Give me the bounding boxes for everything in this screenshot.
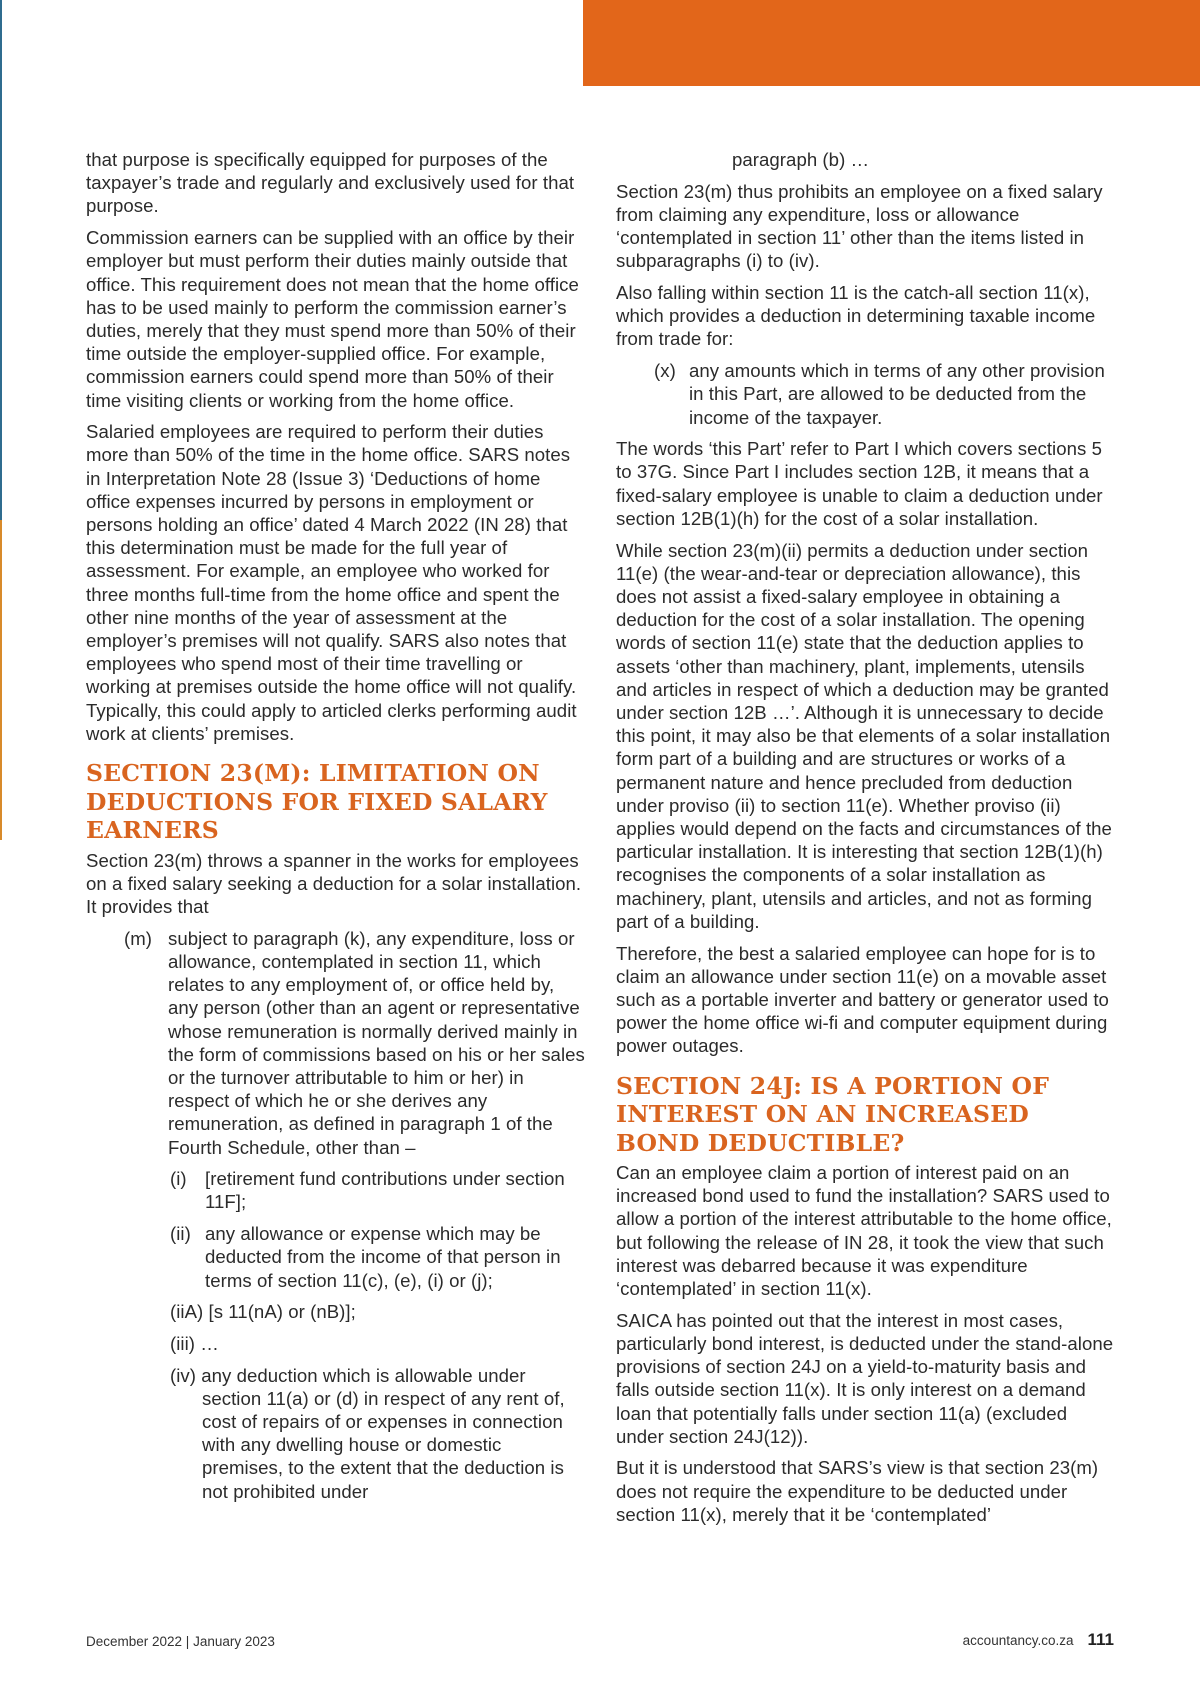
quoted-provision-x [654,359,1116,429]
paragraph: that purpose is specifically equipped for purposes of the taxpayer’s trade and regularly and exclusively used for that purpose. [86,149,575,217]
provision-text: subject to paragraph (k), any expenditure, loss or allowance, contemplated in section 11, which relates to any employment of, or office held by, any person (other than an agent or representative whose remuneration is normally derived mainly in the form of commissions based on his or her sales or the turnover attributable to him or her) in respect of which he or she derives any remuneration, as defined in paragraph 1 of the Fourth Schedule, other than – [168,927,585,1158]
left-column [86,148,586,1511]
footer-right [963,1630,1114,1650]
right-column [616,148,1116,1535]
quoted-provision-m [124,927,586,1159]
paragraph: Section 23(m) thus prohibits an employee on a fixed salary from claiming any expenditure, loss or allowance ‘contemplated in section 11’ other than the items listed in subparagraphs (i) to (iv). [616,180,1103,272]
list-marker: (ii) [170,1223,191,1245]
paragraph: SAICA has pointed out that the interest in most cases, particularly bond interest, is deducted under the stand-alone provisions of section 24J on a yield-to-maturity basis and falls outside section 11(x). It is only interest on a demand loan that potentially falls under section 11(a) (excluded under section 24J(12)). [616,1309,1114,1447]
paragraph: Section 23(m) throws a spanner in the works for employees on a fixed salary seeking a deduction for a solar installation. It provides that [86,849,582,917]
provision-text: any allowance or expense which may be deducted from the income of that person in terms of section 11(c), (e), (i) or (j); [205,1223,561,1291]
quoted-subitem-iia: (iiA) [s 11(nA) or (nB)]; [170,1301,356,1323]
paragraph: Commission earners can be supplied with an office by their employer but must perform their duties mainly outside that office. This requirement does not mean that the home office has to be used mainly to perform the commission earner’s duties, merely that they must spend more than 50% of their time outside the employer-supplied office. For example, commission earners could spend more than 50% of their time visiting clients or working from the home office. [86,227,579,411]
quoted-subitem-iv: (iv) any deduction which is allowable under section 11(a) or (d) in respect of any rent of, cost of repairs of or expenses in connection with any dwelling house or domestic premises, to the extent that the deduction is not prohibited under [170,1364,565,1502]
section-heading: SECTION 23(M): LIMITATION ON DEDUCTIONS FOR FIXED SALARY EARNERS [86,759,548,845]
list-marker: (m) [124,927,153,949]
paragraph: Also falling within section 11 is the catch-all section 11(x), which provides a deduction in determining taxable income from trade for: [616,282,1096,350]
paragraph: The words ‘this Part’ refer to Part I which covers sections 5 to 37G. Since Part I includes section 12B, it means that a fixed-salary employee is unable to claim a deduction under section 12B(1)(h) for the cost of a solar installation. [616,438,1103,529]
page-number: 111 [1087,1630,1114,1649]
provision-text: any amounts which in terms of any other provision in this Part, are allowed to be deducted from the income of the taxpayer. [689,360,1105,428]
paragraph: Salaried employees are required to perform their duties more than 50% of the time in the home office. SARS notes in Interpretation Note 28 (Issue 3) ‘Deductions of home office expenses incurred by persons in employment or persons holding an office’ dated 4 March 2022 (IN 28) that this determination must be made for the full year of assessment. For example, an employee who worked for three months full-time from the home office and spent the other nine months of the year of assessment at the employer’s premises will not qualify. SARS also notes that employees who spend most of their time travelling or working at premises outside the home office will not qualify. Typically, this could apply to articled clerks performing audit work at clients’ premises. [86,421,577,744]
page-edge-rule-accent [0,520,2,840]
list-marker: (i) [170,1168,187,1190]
footer-issue-date: December 2022 | January 2023 [86,1634,275,1649]
list-marker: (x) [654,360,676,382]
paragraph: While section 23(m)(ii) permits a deduction under section 11(e) (the wear-and-tear or depreciation allowance), this does not assist a fixed-salary employee in obtaining a deduction for the cost of a solar installation. The opening words of section 11(e) state that the deduction applies to assets ‘other than machinery, plant, implements, utensils and articles in respect of which a deduction may be granted under section 12B …’. Although it is unnecessary to decide this point, it may also be that elements of a solar installation form part of a building and are structures or works of a permanent nature and hence precluded from deduction under proviso (ii) to section 11(e). Whether proviso (ii) applies would depend on the facts and circumstances of the particular installation. It is interesting that section 12B(1)(h) recognises the components of a solar installation as machinery, plant, utensils and articles, and not as forming part of a building. [616,539,1112,932]
paragraph: Can an employee claim a portion of interest paid on an increased bond used to fund the installation? SARS used to allow a portion of the interest attributable to the home office, but following the release of IN 28, it took the view that such interest was debarred because it was expenditure ‘contemplated’ in section 11(x). [616,1162,1112,1300]
paragraph-continuation: paragraph (b) … [732,149,870,170]
paragraph: Therefore, the best a salaried employee can hope for is to claim an allowance under section 11(e) on a movable asset such as a portable inverter and battery or generator used to power the home office wi-fi and computer equipment during power outages. [616,942,1109,1057]
provision-text: [retirement fund contributions under section 11F]; [205,1168,565,1213]
header-accent-block [583,0,1200,86]
quoted-subitem-iii: (iii) … [170,1332,219,1354]
quoted-subitem-ii [170,1222,586,1292]
quoted-subitem-i [170,1167,586,1213]
footer-site-link[interactable]: accountancy.co.za [962,1633,1074,1648]
section-heading: SECTION 24J: IS A PORTION OF INTEREST ON AN INCREASED BOND DEDUCTIBLE? [616,1071,1050,1157]
paragraph: But it is understood that SARS’s view is that section 23(m) does not require the expenditure to be deducted under section 11(x), merely that it be ‘contemplated’ [616,1457,1099,1525]
